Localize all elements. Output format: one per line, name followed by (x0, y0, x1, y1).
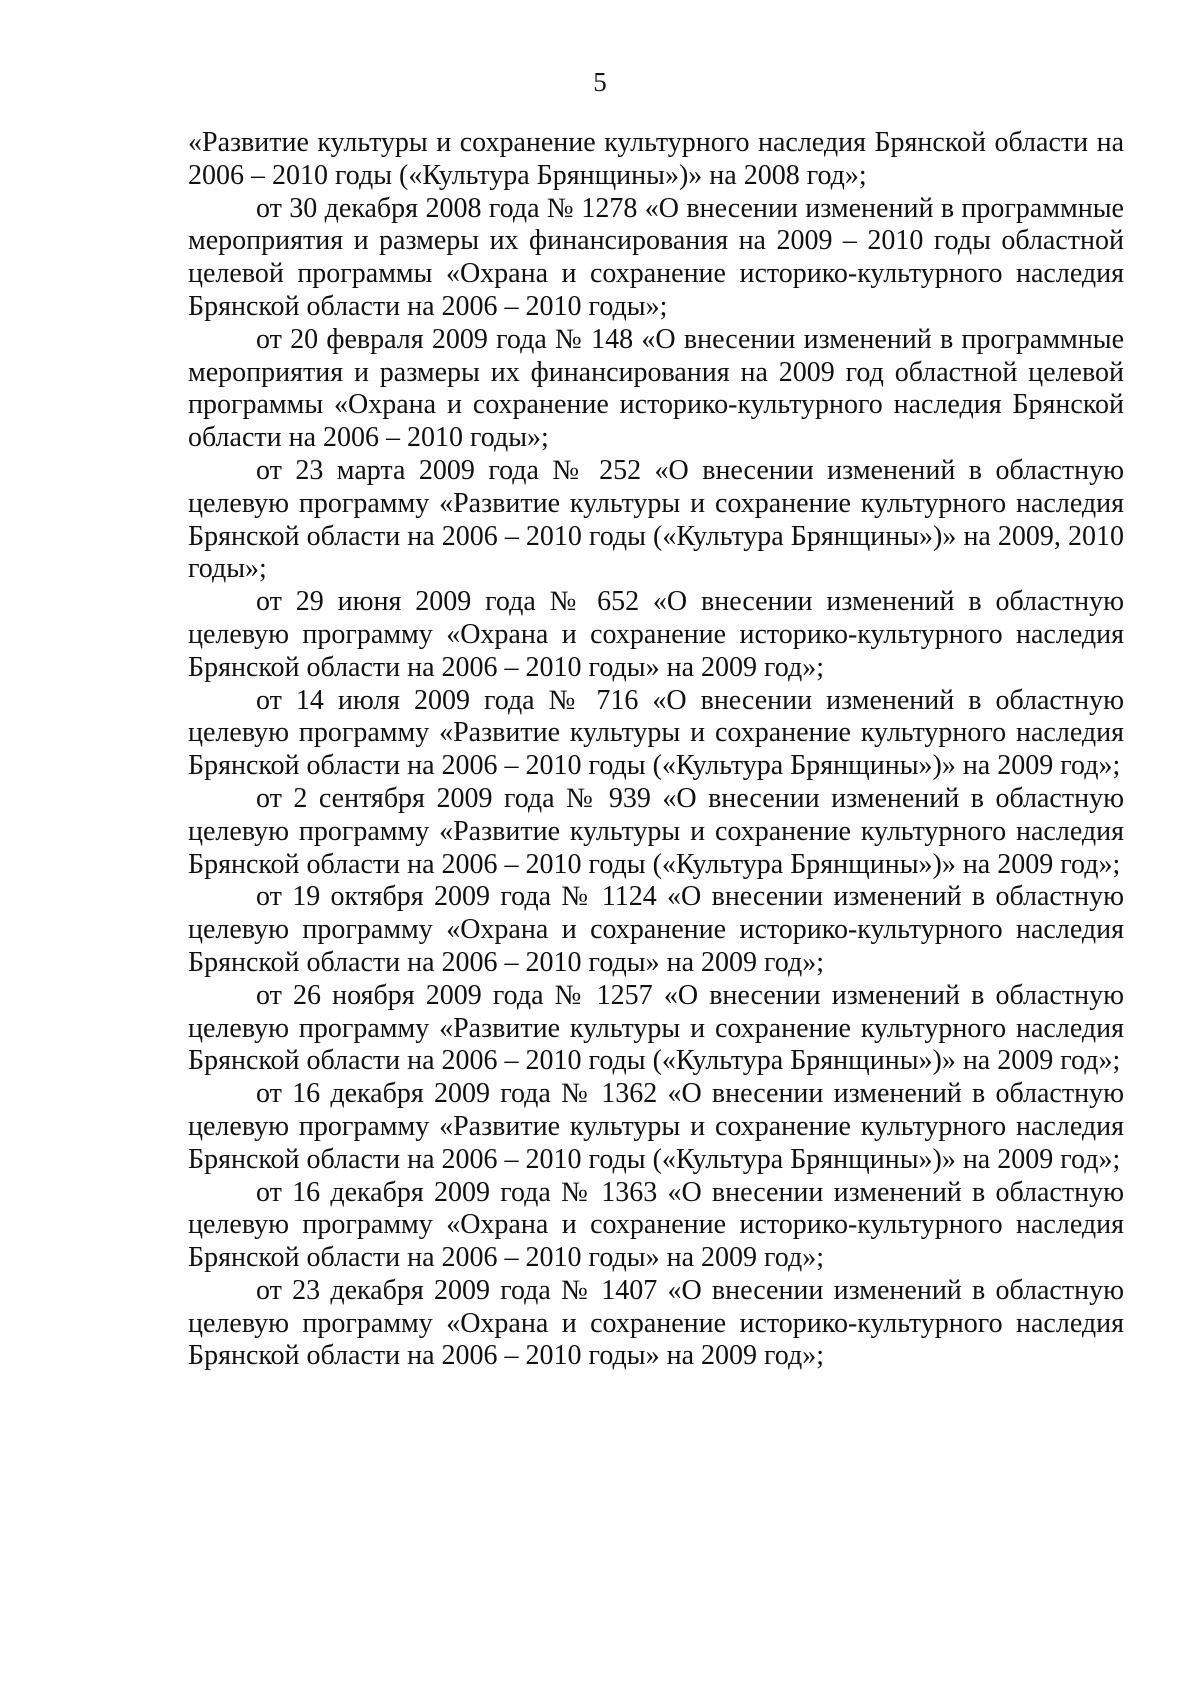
paragraph-decree-1278: от 30 декабря 2008 года № 1278 «О внесении изменений в программные мероприятия и размеры их финансирования на 2009 – 2010 годы областной целевой программы «Охрана и сохранение историко-культурного наследия Брянской области на 2006 – 2010 годы»; (188, 192, 1124, 322)
page-number: 5 (593, 67, 607, 97)
paragraph-decree-1362: от 16 декабря 2009 года № 1362 «О внесении изменений в областную целевую программу «Развитие культуры и сохранение культурного наследия Брянской области на 2006 – 2010 годы («Культура Брянщины»)» на 2009 год»; (188, 1078, 1124, 1175)
paragraph-continuation: «Развитие культуры и сохранение культурного наследия Брянской области на 2006 – 2010 годы («Культура Брянщины»)» на 2008 год»; (188, 127, 1124, 191)
document-body (188, 127, 1124, 1373)
paragraph-decree-716: от 14 июля 2009 года № 716 «О внесении изменений в областную целевую программу «Развитие культуры и сохранение культурного наследия Брянской области на 2006 – 2010 годы («Культура Брянщины»)» на 2009 год»; (188, 684, 1124, 782)
paragraph-decree-148: от 20 февраля 2009 года № 148 «О внесении изменений в программные мероприятия и размеры их финансирования на 2009 год областной целевой программы «Охрана и сохранение историко-культурного наследия Брянской области на 2006 – 2010 годы»; (188, 323, 1124, 454)
paragraph-decree-652: от 29 июня 2009 года № 652 «О внесении изменений в областную целевую программу «Охрана и сохранение историко-культурного наследия Брянской области на 2006 – 2010 годы» на 2009 год»; (188, 586, 1124, 683)
paragraph-decree-1257: от 26 ноября 2009 года № 1257 «О внесении изменений в областную целевую программу «Развитие культуры и сохранение культурного наследия Брянской области на 2006 – 2010 годы («Культура Брянщины»)» на 2009 год»; (188, 979, 1124, 1077)
paragraph-decree-252: от 23 марта 2009 года № 252 «О внесении изменений в областную целевую программу «Развитие культуры и сохранение культурного наследия Брянской области на 2006 – 2010 годы («Культура Брянщины»)» на 2009, 2010 годы»; (188, 454, 1124, 585)
paragraph-decree-1124: от 19 октября 2009 года № 1124 «О внесении изменений в областную целевую программу «Охрана и сохранение историко-культурного наследия Брянской области на 2006 – 2010 годы» на 2009 год»; (188, 881, 1124, 978)
paragraph-decree-939: от 2 сентября 2009 года № 939 «О внесении изменений в областную целевую программу «Развитие культуры и сохранение культурного наследия Брянской области на 2006 – 2010 годы («Культура Брянщины»)» на 2009 год»; (188, 782, 1124, 880)
paragraph-decree-1363: от 16 декабря 2009 года № 1363 «О внесении изменений в областную целевую программу «Охрана и сохранение историко-культурного наследия Брянской области на 2006 – 2010 годы» на 2009 год»; (188, 1176, 1124, 1274)
paragraph-decree-1407: от 23 декабря 2009 года № 1407 «О внесении изменений в областную целевую программу «Охрана и сохранение историко-культурного наследия Брянской области на 2006 – 2010 годы» на 2009 год»; (188, 1274, 1124, 1372)
